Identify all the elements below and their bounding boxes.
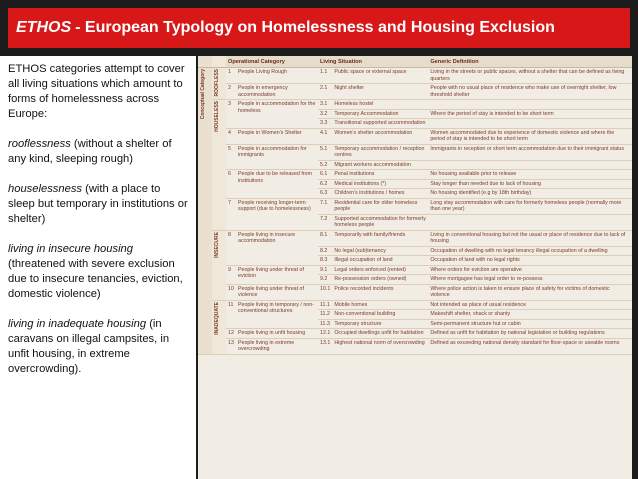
living-situation: Migrant workers accommodation: [332, 160, 428, 170]
living-code: 8.2: [318, 246, 332, 256]
op-category: People living under threat of violence: [236, 284, 318, 300]
op-number: 11: [226, 300, 236, 329]
group-inadequate: INADEQUATE: [212, 300, 226, 354]
living-situation: Women's shelter accommodation: [332, 128, 428, 144]
living-code: 10.1: [318, 284, 332, 300]
op-number: 8: [226, 230, 236, 265]
houselessness-desc: (with a place to sleep but temporary in institutions or shelter): [8, 183, 188, 225]
generic-definition: Occupation of land with no legal rights: [428, 256, 632, 266]
table-row: [198, 128, 632, 144]
op-number: 6: [226, 170, 236, 199]
houselessness-item: [8, 182, 188, 227]
living-situation: Temporary structure: [332, 319, 428, 329]
generic-definition: No housing identified (e.g by 18th birthday): [428, 189, 632, 199]
living-situation: Public space or external space: [332, 68, 428, 84]
table-row: [198, 170, 632, 180]
generic-definition: No housing available prior to release: [428, 170, 632, 180]
living-code: 6.1: [318, 170, 332, 180]
title-text: - European Typology on Homelessness and Housing Exclusion: [75, 19, 555, 36]
living-situation: Night shelter: [332, 84, 428, 100]
living-situation: Temporary Accommodation: [332, 109, 428, 119]
table-header-row: [198, 56, 632, 68]
rooflessness-term: rooflessness: [8, 138, 71, 150]
op-number: 3: [226, 100, 236, 129]
generic-definition: Where the period of stay is intended to be short term: [428, 109, 632, 119]
living-situation: Occupied dwellings unfit for habitation: [332, 329, 428, 339]
living-situation: Supported accommodation for formerly homeless people: [332, 214, 428, 230]
table-row: [198, 284, 632, 300]
living-situation: Residential care for older homeless people: [332, 198, 428, 214]
rooflessness-desc: (without a shelter of any kind, sleeping rough): [8, 138, 172, 165]
generic-definition: Semi-permanent structure hut or cabin: [428, 319, 632, 329]
living-code: 8.1: [318, 230, 332, 246]
op-category: People living in extreme overcrowding: [236, 338, 318, 354]
op-number: 4: [226, 128, 236, 144]
table-row: [198, 144, 632, 160]
living-situation: Children's institutions / homes: [332, 189, 428, 199]
group-insecure: INSECURE: [212, 230, 226, 300]
living-code: 12.1: [320, 330, 331, 336]
living-situation: Highest national norm of overcrowding: [332, 338, 428, 354]
header-living: Living Situation: [318, 56, 428, 68]
table-row: [198, 84, 632, 100]
living-situation: Homeless hostel: [332, 100, 428, 110]
insecure-term: living in insecure housing: [8, 243, 134, 255]
title-highlight: ETHOS: [16, 19, 72, 36]
living-code: 9.1: [318, 265, 332, 275]
living-code: 11.3: [318, 319, 332, 329]
living-code: 4.1: [318, 128, 332, 144]
living-code: 1.1: [318, 68, 332, 84]
living-situation: Mobile homes: [332, 300, 428, 310]
op-category: People living in temporary / non-conventional structures: [236, 300, 318, 329]
inadequate-item: [8, 317, 188, 377]
table-row: [198, 300, 632, 310]
living-code: 6.2: [318, 179, 332, 189]
op-number: 5: [226, 144, 236, 170]
op-category: People Living Rough: [236, 68, 318, 84]
generic-definition: Defined as unfit for habitation by national legislation or building regulations: [428, 329, 632, 339]
generic-definition: [428, 119, 632, 129]
generic-definition: Women accommodated due to experience of domestic violence and where the period of stay is intended to be short term: [428, 128, 632, 144]
generic-definition: Living in conventional housing but not the usual or place of residence due to lack of housing: [428, 230, 632, 246]
living-code: 5.1: [318, 144, 332, 160]
living-code: 3.3: [318, 119, 332, 129]
op-number: 12: [226, 329, 236, 339]
inadequate-desc: (in caravans on illegal campsites, in unfit housing, in extreme overcrowding).: [8, 318, 170, 375]
living-situation: Police recorded incidents: [332, 284, 428, 300]
intro-text: ETHOS categories attempt to cover all living situations which amount to forms of homelessness across Europe:: [8, 63, 185, 120]
generic-definition: People with no usual place of residence who make use of overnight shelter, low threshold shelter: [428, 84, 632, 100]
living-situation: Illegal occupation of land: [332, 256, 428, 266]
generic-definition: Stay longer than needed due to lack of housing: [428, 179, 632, 189]
op-category: People in accommodation for immigrants: [236, 144, 318, 170]
op-category: People living in insecure accommodation: [236, 230, 318, 265]
table-body: [198, 68, 632, 355]
generic-definition: Makeshift shelter, shack or shanty: [428, 310, 632, 320]
op-category: People in Women's Shelter: [236, 128, 318, 144]
living-situation: Temporarily with family/friends: [332, 230, 428, 246]
living-situation: Medical institutions (*): [332, 179, 428, 189]
op-number: 2: [226, 84, 236, 100]
living-code: 9.2: [318, 275, 332, 285]
generic-definition: Where police action is taken to ensure place of safety for victims of domestic violence: [428, 284, 632, 300]
left-text-panel: [0, 56, 196, 479]
insecure-item: [8, 242, 188, 302]
generic-definition: Immigrants in reception or short term accommodation due to their immigrant status: [428, 144, 632, 160]
op-number: 9: [226, 265, 236, 284]
table-row: [198, 198, 632, 214]
ethos-table: [198, 56, 632, 355]
op-category: People in accommodation for the homeless: [236, 100, 318, 129]
inadequate-term: living in inadequate housing: [8, 318, 147, 330]
generic-definition: Long stay accommodation with care for formerly homeless people (normally more than one year): [428, 198, 632, 214]
living-code: 5.2: [318, 160, 332, 170]
conceptual-category-label: Conceptual Category: [198, 68, 212, 355]
generic-definition: Living in the streets or public spaces, without a shelter that can be defined as living quarters: [428, 68, 632, 84]
living-situation: Temporary accommodation / reception centres: [332, 144, 428, 160]
generic-definition: Defined as exceeding national density standard for floor-space or useable rooms: [428, 338, 632, 354]
op-number: 7: [226, 198, 236, 230]
living-situation: Non-conventional building: [332, 310, 428, 320]
header-operational: Operational Category: [226, 56, 318, 68]
living-code: 6.3: [318, 189, 332, 199]
table-row: [198, 338, 632, 354]
generic-definition: Not intended as place of usual residence: [428, 300, 632, 310]
generic-definition: Occupation of dwelling with no legal tenancy illegal occupation of a dwelling: [428, 246, 632, 256]
generic-definition: [428, 160, 632, 170]
houselessness-term: houselessness: [8, 183, 83, 195]
table-row: [198, 265, 632, 275]
generic-definition: [428, 100, 632, 110]
living-situation: Penal institutions: [332, 170, 428, 180]
living-situation: No legal (sub)tenancy: [332, 246, 428, 256]
table-row: [198, 329, 632, 339]
living-code: 2.1: [318, 84, 332, 100]
op-category: People living under threat of eviction: [236, 265, 318, 284]
living-code: 7.2: [318, 214, 332, 230]
generic-definition: [428, 214, 632, 230]
op-number: 1: [226, 68, 236, 84]
insecure-desc: (threatened with severe exclusion due to insecure tenancies, eviction, domestic violence): [8, 258, 183, 300]
living-situation: Re-possession orders (owned): [332, 275, 428, 285]
title-bar: [8, 8, 630, 48]
living-code: 7.1: [318, 198, 332, 214]
op-category: People due to be released from institutions: [236, 170, 318, 199]
living-code: 3.2: [318, 109, 332, 119]
living-code: 3.1: [318, 100, 332, 110]
living-code: 8.3: [318, 256, 332, 266]
header-generic: Generic Definition: [428, 56, 632, 68]
group-roofless: ROOFLESS: [212, 68, 226, 100]
table-row: [198, 68, 632, 84]
ethos-table-image: [198, 56, 632, 479]
generic-definition: Where orders for eviction are operative: [428, 265, 632, 275]
rooflessness-item: [8, 137, 188, 167]
living-code: 11.1: [318, 300, 332, 310]
op-number: 10: [226, 284, 236, 300]
op-number: 13: [226, 338, 236, 354]
op-category: People receiving longer-term support (due to homelessness): [236, 198, 318, 230]
op-category: People living in unfit housing: [236, 329, 318, 339]
living-code: 11.2: [318, 310, 332, 320]
table-row: [198, 230, 632, 246]
living-code: 13.1: [318, 338, 332, 354]
table-row: [198, 100, 632, 110]
group-houseless: HOUSELESS: [212, 100, 226, 231]
op-category: People in emergency accommodation: [236, 84, 318, 100]
living-situation: Legal orders enforced (rented): [332, 265, 428, 275]
generic-definition: Where mortgagee has legal order to re-possess: [428, 275, 632, 285]
living-situation: Transitional supported accommodation: [332, 119, 428, 129]
